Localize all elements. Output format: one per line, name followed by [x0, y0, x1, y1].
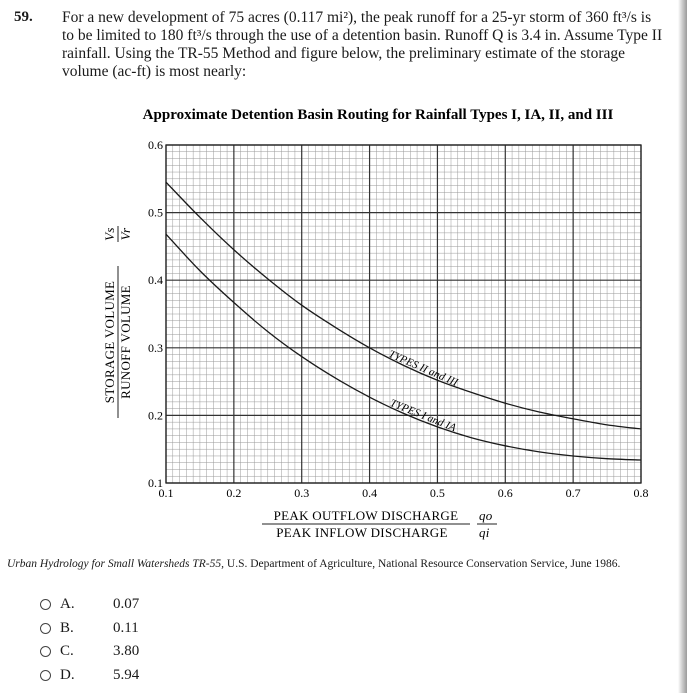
- page-edge-shadow: [678, 0, 687, 693]
- y-axis-label: [102, 226, 133, 418]
- x-tick-label: 0.6: [497, 486, 513, 500]
- question-line-2: to be limited to 180 ft³/s through the use of a detention basin. Runoff Q is 3.4 in. Assume Type II: [62, 27, 663, 44]
- option-value: 5.94: [113, 666, 140, 683]
- question-text: [62, 9, 674, 81]
- y-tick-label: 0.3: [148, 340, 163, 355]
- x-tick-label: 0.2: [226, 486, 242, 500]
- radio-button[interactable]: [40, 599, 51, 610]
- y-tick-label: 0.6: [148, 138, 163, 152]
- x-label-top: PEAK OUTFLOW DISCHARGE: [273, 508, 459, 523]
- question-number: 59.: [14, 9, 33, 25]
- option-letter: C.: [60, 643, 74, 659]
- y-tick-labels: [148, 138, 163, 490]
- radio-button[interactable]: [40, 646, 51, 657]
- y-tick-label: 0.5: [148, 205, 163, 220]
- option-value: 0.11: [113, 619, 139, 636]
- curve-label-types-ii-iii: TYPES II and III: [386, 348, 460, 389]
- x-tick-label: 0.7: [565, 486, 581, 500]
- curve-label-types-i-ia: TYPES I and IA: [388, 397, 458, 435]
- y-tick-label: 0.1: [148, 476, 163, 490]
- question-line-1: For a new development of 75 acres (0.117 mi²), the peak runoff for a 25-yr storm of 360 ft³/s is: [62, 9, 652, 26]
- x-label-top-symbol: qo: [479, 508, 493, 523]
- x-tick-label: 0.3: [294, 486, 310, 500]
- y-tick-label: 0.2: [148, 408, 163, 423]
- x-tick-labels: [159, 486, 649, 500]
- source-title: Urban Hydrology for Small Watersheds TR-55,: [7, 558, 225, 570]
- source-citation: U.S. Department of Agriculture, National Resource Conservation Service, June 1986.: [224, 558, 621, 570]
- y-label-bottom: RUNOFF VOLUME: [118, 285, 133, 399]
- chart-title: Approximate Detention Basin Routing for Rainfall Types I, IA, II, and III: [142, 107, 614, 123]
- y-label-top-symbol: Vs: [102, 227, 117, 241]
- question-line-3: rainfall. Using the TR-55 Method and figure below, the preliminary estimate of the storage: [62, 45, 626, 62]
- detention-routing-chart: [0, 95, 687, 545]
- question-line-4: volume (ac-ft) is most nearly:: [62, 63, 247, 80]
- figure-source: [7, 558, 620, 570]
- y-tick-label: 0.4: [148, 273, 163, 288]
- x-tick-label: 0.4: [362, 486, 378, 500]
- x-label-bottom-symbol: qi: [479, 525, 490, 540]
- option-value: 0.07: [113, 596, 140, 612]
- option-letter: A.: [60, 596, 75, 612]
- minor-grid: [166, 145, 641, 483]
- option-value: 3.80: [113, 643, 140, 659]
- x-tick-label: 0.5: [429, 486, 445, 500]
- radio-button[interactable]: [40, 623, 51, 634]
- option-letter: D.: [60, 666, 75, 683]
- radio-button[interactable]: [40, 670, 51, 681]
- x-axis-label: [262, 508, 497, 540]
- x-label-bottom: PEAK INFLOW DISCHARGE: [276, 525, 448, 540]
- x-tick-label: 0.8: [633, 486, 649, 500]
- y-label-bottom-symbol: Vr: [118, 227, 133, 241]
- y-label-top: STORAGE VOLUME: [102, 280, 117, 404]
- x-tick-label: 0.1: [158, 486, 174, 500]
- option-letter: B.: [60, 619, 74, 636]
